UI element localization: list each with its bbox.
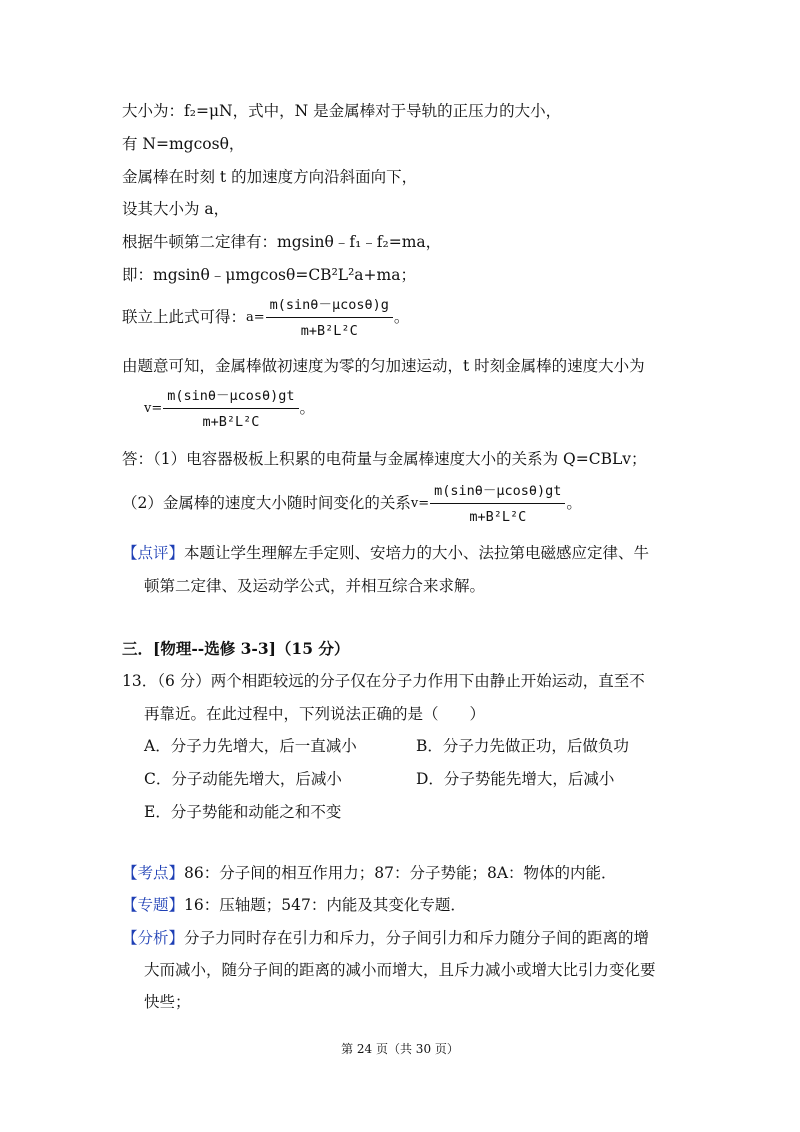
text-fragment: 86：分子间的相互作用力；87：分子势能；8A：物体的内能． — [184, 864, 617, 882]
fraction-denominator: m+B²L²C — [469, 509, 527, 525]
text-line: 即：mgsinθ﹣μmgcosθ=CB²L²a+ma； — [122, 266, 416, 284]
formula-line-v — [144, 385, 315, 433]
kaodian-line — [122, 862, 617, 884]
formula-line-a — [122, 294, 409, 342]
text-line: 答：（1）电容器极板上积累的电荷量与金属棒速度大小的关系为 Q=CBLv； — [122, 450, 647, 468]
text-fragment: （2）金属棒的速度大小随时间变化的关系 — [122, 494, 411, 512]
text-line: 根据牛顿第二定律有：mgsinθ﹣f₁﹣f₂=ma， — [122, 233, 442, 251]
text-line: 由题意可知，金属棒做初速度为零的匀加速运动，t 时刻金属棒的速度大小为 — [122, 357, 645, 375]
formula-line-v2 — [122, 480, 582, 528]
fenxi-line — [122, 927, 649, 949]
question-line: 13．（6 分）两个相距较远的分子仅在分子力作用下由静止开始运动，直至不 — [122, 672, 645, 690]
formula-lhs: v= — [144, 401, 163, 416]
option-e: E．分子势能和动能之和不变 — [144, 803, 342, 821]
fraction — [163, 385, 298, 433]
text-fragment: 16：压轴题；547：内能及其变化专题． — [184, 896, 466, 914]
text-fragment: 。 — [566, 494, 582, 512]
fenxi-tag: 【分析】 — [122, 929, 185, 947]
fraction-denominator: m+B²L²C — [300, 323, 358, 339]
text-line: 有 N=mgcosθ， — [122, 135, 245, 153]
option-a: A．分子力先增大，后一直减小 — [144, 737, 357, 755]
text-line: 大而减小，随分子间的距离的减小而增大，且斥力减小或增大比引力变化要 — [144, 961, 656, 979]
fraction-numerator: m(sinθ－μcosθ)g — [266, 294, 393, 318]
text-fragment: 联立上此式可得： — [122, 308, 247, 326]
formula-lhs: a= — [246, 310, 265, 325]
text-line: 快些； — [144, 993, 191, 1011]
kaodian-tag: 【考点】 — [122, 864, 185, 882]
text-line: 大小为：f₂=μN，式中，N 是金属棒对于导轨的正压力的大小， — [122, 102, 562, 120]
page-footer: 第 24 页（共 30 页） — [341, 1042, 459, 1056]
formula-lhs: v= — [410, 496, 430, 511]
text-fragment: 。 — [299, 399, 316, 417]
text-line: 金属棒在时刻 t 的加速度方向沿斜面向下， — [122, 168, 418, 186]
comment-line — [122, 542, 649, 564]
fraction — [266, 294, 393, 342]
fraction — [430, 480, 565, 528]
text-fragment: 分子力同时存在引力和斥力，分子间引力和斥力随分子间的距离的增 — [184, 929, 650, 947]
zhuanti-line — [122, 894, 466, 916]
fraction-numerator: m(sinθ－μcosθ)gt — [430, 480, 565, 504]
option-b: B．分子力先做正功，后做负功 — [416, 737, 629, 755]
text-line: 顿第二定律、及运动学公式，并相互综合来求解。 — [144, 577, 486, 595]
option-c: C．分子动能先增大，后减小 — [144, 770, 342, 788]
fraction-denominator: m+B²L²C — [202, 414, 260, 430]
section-heading: 三．[物理--选修 3-3]（15 分） — [122, 639, 350, 658]
comment-tag: 【点评】 — [122, 544, 185, 562]
text-fragment: 本题让学生理解左手定则、安培力的大小、法拉第电磁感应定律、牛 — [184, 544, 650, 562]
zhuanti-tag: 【专题】 — [122, 896, 185, 914]
option-d: D．分子势能先增大，后减小 — [416, 770, 615, 788]
fraction-numerator: m(sinθ－μcosθ)gt — [163, 385, 298, 409]
text-line: 设其大小为 a， — [122, 200, 230, 218]
text-fragment: 。 — [393, 308, 410, 326]
question-line: 再靠近。在此过程中，下列说法正确的是（ ） — [144, 705, 486, 723]
